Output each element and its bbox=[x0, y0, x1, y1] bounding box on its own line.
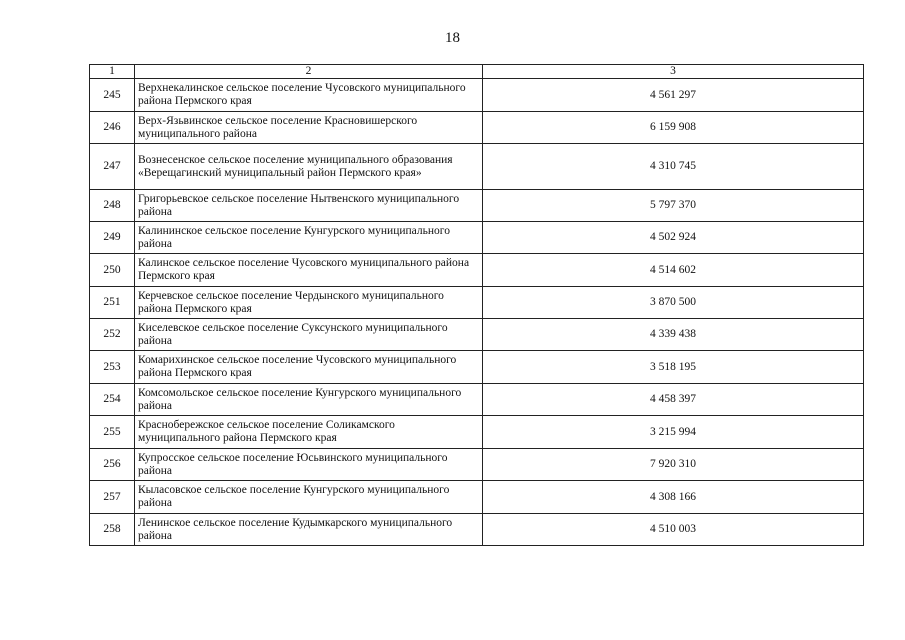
amount-value: 4 308 166 bbox=[483, 481, 864, 514]
amount-value: 3 215 994 bbox=[483, 416, 864, 449]
amount-value: 4 458 397 bbox=[483, 384, 864, 416]
column-header-name: 2 bbox=[135, 65, 483, 79]
settlement-name: Комарихинское сельское поселение Чусовского муниципального района Пермского края bbox=[135, 351, 483, 384]
amount-value: 4 502 924 bbox=[483, 222, 864, 254]
settlement-name: Кыласовское сельское поселение Кунгурского муниципального района bbox=[135, 481, 483, 514]
settlement-name: Ленинское сельское поселение Кудымкарского муниципального района bbox=[135, 514, 483, 546]
row-number: 255 bbox=[90, 416, 135, 449]
row-number: 254 bbox=[90, 384, 135, 416]
table-row bbox=[90, 254, 864, 287]
row-number: 248 bbox=[90, 190, 135, 222]
table-row bbox=[90, 514, 864, 546]
table-row bbox=[90, 144, 864, 190]
amount-value: 3 518 195 bbox=[483, 351, 864, 384]
settlement-name: Керчевское сельское поселение Чердынского муниципального района Пермского края bbox=[135, 287, 483, 319]
table-row bbox=[90, 384, 864, 416]
amount-value: 4 561 297 bbox=[483, 79, 864, 112]
table-row bbox=[90, 112, 864, 144]
row-number: 246 bbox=[90, 112, 135, 144]
table-row bbox=[90, 79, 864, 112]
allocation-table bbox=[89, 64, 864, 546]
amount-value: 4 339 438 bbox=[483, 319, 864, 351]
table-row bbox=[90, 287, 864, 319]
table-row bbox=[90, 190, 864, 222]
column-header-amount: 3 bbox=[483, 65, 864, 79]
table-row bbox=[90, 351, 864, 384]
table-row bbox=[90, 319, 864, 351]
settlement-name: Купросское сельское поселение Юсьвинского муниципального района bbox=[135, 449, 483, 481]
row-number: 256 bbox=[90, 449, 135, 481]
amount-value: 5 797 370 bbox=[483, 190, 864, 222]
table-row bbox=[90, 416, 864, 449]
page-number: 18 bbox=[445, 30, 460, 46]
settlement-name: Калининское сельское поселение Кунгурского муниципального района bbox=[135, 222, 483, 254]
row-number: 250 bbox=[90, 254, 135, 287]
amount-value: 7 920 310 bbox=[483, 449, 864, 481]
table-row bbox=[90, 222, 864, 254]
row-number: 258 bbox=[90, 514, 135, 546]
column-header-number: 1 bbox=[90, 65, 135, 79]
amount-value: 4 514 602 bbox=[483, 254, 864, 287]
settlement-name: Вознесенское сельское поселение муниципального образования «Верещагинский муниципальный район Пермского края» bbox=[135, 144, 483, 190]
table-row bbox=[90, 449, 864, 481]
settlement-name: Калинское сельское поселение Чусовского муниципального района Пермского края bbox=[135, 254, 483, 287]
table-row bbox=[90, 481, 864, 514]
row-number: 257 bbox=[90, 481, 135, 514]
row-number: 247 bbox=[90, 144, 135, 190]
row-number: 245 bbox=[90, 79, 135, 112]
amount-value: 3 870 500 bbox=[483, 287, 864, 319]
table-header-row bbox=[90, 65, 864, 79]
settlement-name: Верхнекалинское сельское поселение Чусовского муниципального района Пермского края bbox=[135, 79, 483, 112]
row-number: 251 bbox=[90, 287, 135, 319]
settlement-name: Григорьевское сельское поселение Нытвенского муниципального района bbox=[135, 190, 483, 222]
amount-value: 4 310 745 bbox=[483, 144, 864, 190]
amount-value: 6 159 908 bbox=[483, 112, 864, 144]
amount-value: 4 510 003 bbox=[483, 514, 864, 546]
row-number: 249 bbox=[90, 222, 135, 254]
row-number: 253 bbox=[90, 351, 135, 384]
settlement-name: Краснобережское сельское поселение Соликамского муниципального района Пермского края bbox=[135, 416, 483, 449]
row-number: 252 bbox=[90, 319, 135, 351]
settlement-name: Киселевское сельское поселение Суксунского муниципального района bbox=[135, 319, 483, 351]
settlement-name: Комсомольское сельское поселение Кунгурского муниципального района bbox=[135, 384, 483, 416]
settlement-name: Верх-Язьвинское сельское поселение Красновишерского муниципального района bbox=[135, 112, 483, 144]
